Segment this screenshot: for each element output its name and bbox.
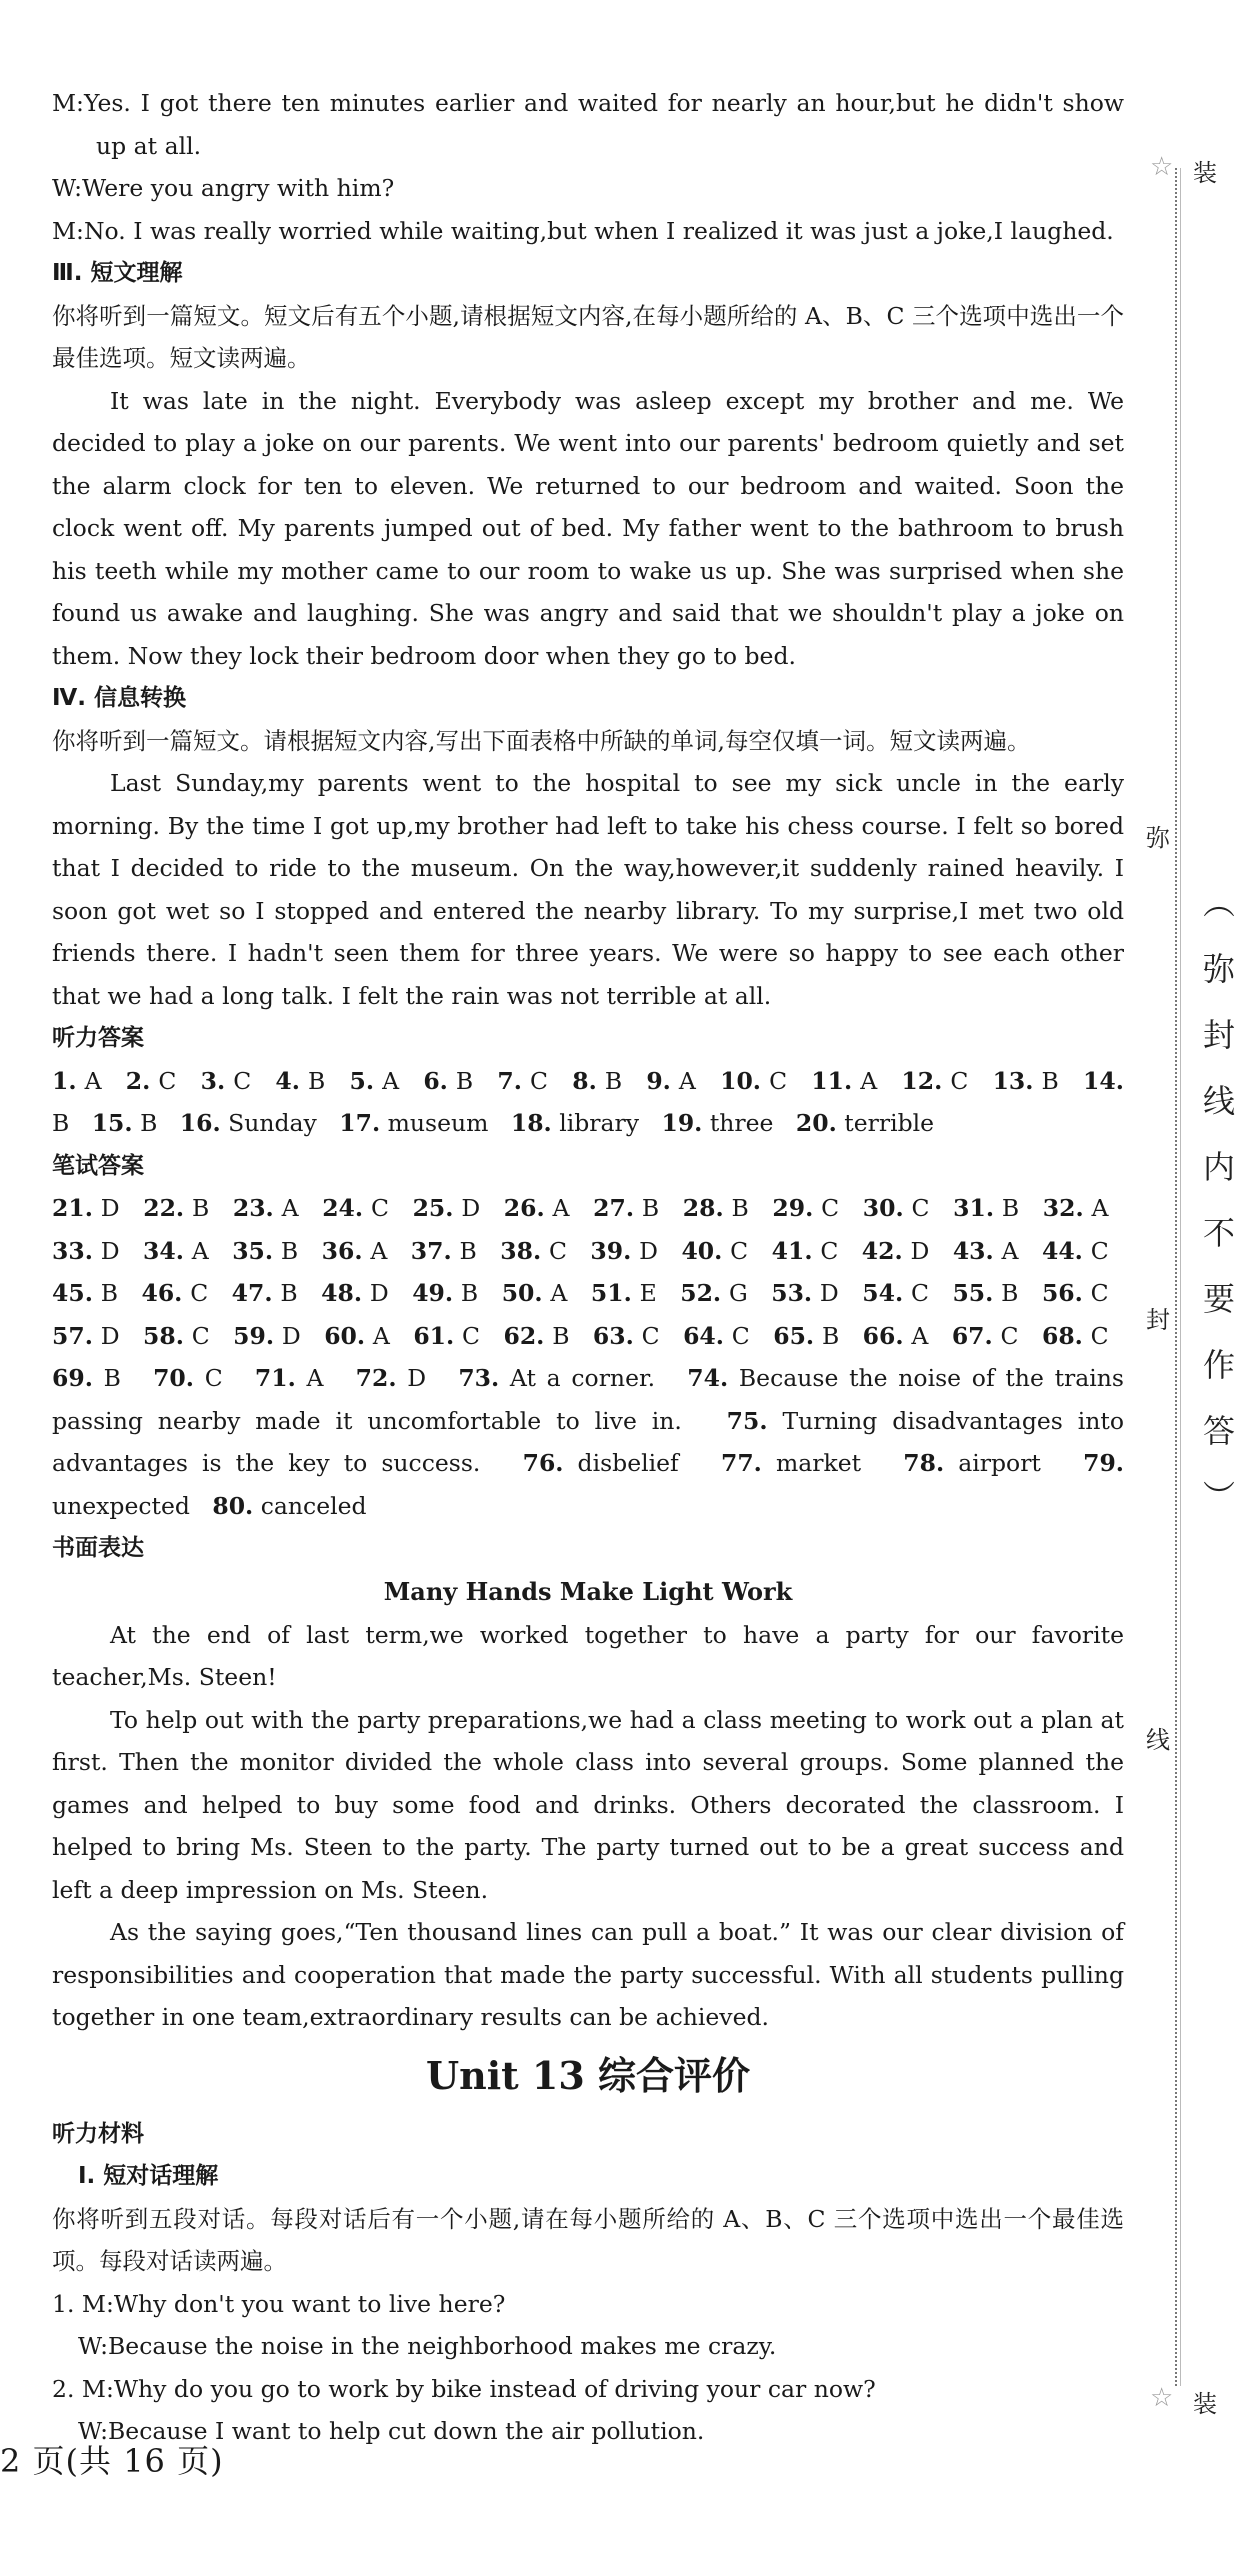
answer-value: A (295, 1364, 324, 1392)
answer-item (232, 1279, 298, 1307)
answer-number: 29. (772, 1194, 814, 1222)
answer-item (324, 1322, 390, 1350)
answer-item (952, 1279, 1018, 1307)
answer-item (503, 1322, 569, 1350)
answer-number: 21. (52, 1194, 93, 1222)
answer-number: 55. (952, 1279, 994, 1307)
dialog-line: 1. M:Why don't you want to live here? (52, 2289, 506, 2318)
answer-item (233, 1322, 301, 1350)
answer-item (646, 1067, 696, 1095)
answer-number: 59. (233, 1321, 275, 1350)
answer-item (772, 1194, 839, 1222)
section-heading: Ⅳ. 信息转换 (52, 685, 187, 711)
answer-number: 40. (681, 1236, 723, 1265)
answer-value: C (942, 1066, 969, 1095)
answer-value: C (541, 1236, 567, 1265)
answer-number: 7. (497, 1066, 522, 1095)
answer-number: 2. (125, 1066, 151, 1095)
seal-notice-char: ︵ (1203, 884, 1236, 922)
answer-value: C (225, 1066, 252, 1095)
answer-value: C (722, 1236, 749, 1265)
binding-mark: 装 (1193, 159, 1217, 187)
answer-number: 37. (410, 1236, 452, 1265)
answers-heading: 笔试答案 (52, 1152, 144, 1179)
answer-item (322, 1237, 388, 1265)
answer-item (52, 1279, 118, 1307)
answer-number: 43. (952, 1236, 994, 1265)
answer-value: three (702, 1109, 774, 1137)
section-heading: 书面表达 (52, 1535, 144, 1561)
answer-item (412, 1279, 478, 1307)
seal-notice (1203, 870, 1235, 1530)
answer-number: 70. (153, 1364, 194, 1392)
answer-item (212, 1492, 366, 1520)
answer-item (500, 1237, 567, 1265)
seal-notice-char: 线 (1203, 1082, 1236, 1120)
answer-number: 53. (771, 1279, 813, 1307)
answer-value: C (183, 1321, 210, 1350)
answer-number: 35. (232, 1236, 274, 1265)
answer-item (52, 1067, 102, 1095)
answer-item (497, 1067, 548, 1095)
answer-number: 32. (1042, 1194, 1084, 1222)
answer-item (255, 1364, 324, 1392)
answer-item (863, 1322, 929, 1350)
answer-value: C (193, 1364, 223, 1392)
answer-number: 78. (903, 1449, 945, 1477)
answer-value: D (92, 1236, 120, 1265)
answer-item (458, 1364, 655, 1392)
answer-item (903, 1449, 1041, 1477)
star-icon: ☆ (1150, 152, 1174, 182)
answer-value: A (542, 1279, 568, 1307)
answer-number: 75. (726, 1406, 768, 1435)
answer-value: A (670, 1066, 696, 1095)
essay-title: Many Hands Make Light Work (383, 1576, 793, 1606)
answer-item (413, 1194, 481, 1222)
answer-number: 48. (321, 1279, 363, 1307)
answer-value: C (182, 1279, 209, 1307)
answer-value: E (631, 1279, 657, 1307)
binding-line (1180, 168, 1181, 2386)
answer-item (773, 1322, 839, 1350)
answer-item (953, 1237, 1019, 1265)
answer-value: airport (944, 1449, 1041, 1477)
section-heading: 听力材料 (52, 2120, 144, 2147)
answer-value: A (183, 1236, 209, 1265)
answer-number: 18. (510, 1109, 552, 1137)
answer-item (511, 1109, 639, 1137)
binding-mark: 线 (1146, 1726, 1170, 1754)
answer-number: 74. (687, 1364, 729, 1392)
answer-value: C (1082, 1279, 1109, 1307)
answer-number: 72. (355, 1364, 397, 1392)
answer-item (593, 1194, 659, 1222)
seal-notice-char: 要 (1203, 1280, 1236, 1318)
answer-item (350, 1067, 400, 1095)
seal-notice-char: ︶ (1203, 1478, 1236, 1516)
answer-number: 51. (590, 1279, 632, 1307)
answer-value: C (454, 1321, 481, 1350)
answer-value: D (902, 1236, 930, 1265)
answer-number: 14. (1083, 1066, 1124, 1095)
answer-number: 71. (254, 1364, 296, 1392)
answer-item (1042, 1279, 1109, 1307)
answer-number: 5. (349, 1066, 375, 1095)
answer-value: A (273, 1194, 299, 1222)
answer-item (593, 1322, 660, 1350)
binding-mark: 装 (1193, 2390, 1217, 2418)
answer-value: A (374, 1066, 400, 1095)
answer-item (92, 1109, 158, 1137)
answer-item (52, 1322, 120, 1350)
answer-value: D (631, 1236, 658, 1265)
section-instruction: 你将听到一篇短文。请根据短文内容,写出下面表格中所缺的单词,每空仅填一词。短文读两遍。 (52, 726, 1031, 755)
answer-number: 12. (901, 1066, 943, 1095)
answer-item (504, 1194, 570, 1222)
answer-number: 3. (200, 1066, 226, 1095)
answer-item (143, 1237, 209, 1265)
section-heading: Ⅰ. 短对话理解 (78, 2163, 219, 2189)
answer-item (572, 1067, 622, 1095)
answer-value: C (150, 1066, 177, 1095)
answer-number: 44. (1041, 1236, 1083, 1265)
answer-value: D (92, 1194, 120, 1222)
answer-value: B (814, 1321, 840, 1350)
dialog-line: W:Because I want to help cut down the air pollution. (78, 2417, 705, 2445)
answer-value: B (451, 1236, 477, 1265)
binding-mark: 弥 (1146, 824, 1170, 852)
answer-value: B (544, 1321, 570, 1350)
binding-dotted-line (1175, 168, 1177, 2386)
answer-item (126, 1067, 177, 1095)
answer-number: 47. (231, 1279, 273, 1307)
answer-value: C (992, 1321, 1019, 1350)
answer-value: B (453, 1279, 479, 1307)
answer-value: terrible (836, 1109, 935, 1137)
answer-item (322, 1194, 389, 1222)
answer-number: 22. (143, 1194, 185, 1222)
answer-number: 30. (862, 1194, 904, 1222)
dialog-line: 2. M:Why do you go to work by bike instead of driving your car now? (52, 2374, 876, 2403)
seal-notice-char: 内 (1203, 1148, 1236, 1186)
answer-item (413, 1322, 480, 1350)
answer-number: 80. (212, 1491, 254, 1520)
star-icon: ☆ (1150, 2383, 1174, 2413)
dialog-line: W:Because the noise in the neighborhood makes me crazy. (78, 2332, 777, 2360)
answer-number: 19. (661, 1109, 703, 1137)
answer-item (233, 1194, 299, 1222)
answer-number: 57. (52, 1321, 93, 1350)
answer-number: 6. (423, 1066, 448, 1095)
answer-value: A (544, 1194, 570, 1222)
answer-item (683, 1194, 749, 1222)
answer-number: 49. (412, 1279, 454, 1307)
answer-number: 39. (590, 1236, 632, 1265)
answer-item (591, 1279, 657, 1307)
answer-item (590, 1237, 658, 1265)
seal-notice-char: 作 (1203, 1346, 1236, 1384)
answer-item (232, 1237, 298, 1265)
answer-item (681, 1237, 748, 1265)
answer-item (680, 1279, 748, 1307)
answer-value: B (184, 1194, 210, 1222)
answer-item (811, 1067, 877, 1095)
dialog-line: M:Yes. I got there ten minutes earlier and waited for nearly an hour,but he didn't show up at all. (52, 89, 1124, 160)
answer-value: B (299, 1066, 326, 1095)
answer-number: 24. (322, 1194, 364, 1222)
answer-item (153, 1364, 223, 1392)
answer-value: C (363, 1194, 389, 1222)
answer-item (1042, 1237, 1109, 1265)
answer-value: B (273, 1236, 299, 1265)
answer-number: 33. (52, 1236, 93, 1265)
answer-number: 16. (179, 1109, 221, 1137)
answer-number: 56. (1041, 1279, 1083, 1307)
passage: Last Sunday,my parents went to the hospital to see my sick uncle in the early morning. By the time I got up,my brother had left to take his chess course. I felt so bored that I decided to ride to the museum. On the way,however,it suddenly rained heavily. I soon got wet so I stopped and entered the nearby library. To my surprise,I met two old friends there. I hadn't seen them for three years. We were so happy to see each other that we had a long talk. I felt the rain was not terrible at all. (52, 769, 1124, 1010)
answer-number: 64. (683, 1321, 724, 1350)
binding-mark: 封 (1146, 1306, 1170, 1334)
answer-value: A (1083, 1194, 1109, 1222)
answer-number: 1. (52, 1066, 77, 1095)
answer-value: C (903, 1279, 929, 1307)
answer-number: 10. (720, 1066, 761, 1095)
section-instruction: 你将听到一篇短文。短文后有五个小题,请根据短文内容,在每小题所给的 A、B、C 三个选项中选出一个最佳选项。短文读两遍。 (52, 301, 1124, 372)
answers-heading: 听力答案 (52, 1025, 144, 1051)
answer-value: A (993, 1236, 1019, 1265)
listening-answer-list (52, 1060, 1124, 1145)
answer-value: B (92, 1364, 121, 1392)
passage: It was late in the night. Everybody was asleep except my brother and me. We decided to play a joke on our parents. We went into our parents' bedroom quietly and set the alarm clock for ten to eleven. We returned to our bedroom and waited. Soon the clock went off. My parents jumped out of bed. My father went to the bathroom to brush his teeth while my mother came to our room to wake us up. She was surprised when she found us awake and laughing. She was angry and said that we shouldn't play a joke on them. Now they lock their bedroom door when they go to bed. (52, 386, 1124, 670)
answer-item (143, 1194, 209, 1222)
answer-item (356, 1364, 426, 1392)
seal-notice-char: 弥 (1203, 950, 1236, 988)
answer-item (423, 1067, 473, 1095)
answer-item (201, 1067, 252, 1095)
answer-item (339, 1109, 488, 1137)
answer-number: 4. (275, 1066, 300, 1095)
answer-value: C (521, 1066, 549, 1095)
written-answer-list (52, 1187, 1124, 1527)
answer-value: B (132, 1109, 158, 1137)
answer-number: 27. (593, 1194, 635, 1222)
essay-paragraph: To help out with the party preparations,we had a class meeting to work out a plan at first. Then the monitor divided the whole class into several groups. Some planned the games and helped to buy some food and drinks. Others decorated the classroom. I helped to bring Ms. Steen to the party. The party turned out to be a great success and left a deep impression on Ms. Steen. (52, 1705, 1124, 1904)
answer-item (52, 1194, 120, 1222)
answer-item (993, 1067, 1059, 1095)
answer-number: 67. (951, 1321, 993, 1350)
section-heading: Ⅲ. 短文理解 (52, 260, 183, 286)
answer-number: 8. (572, 1066, 597, 1095)
answer-item (52, 1237, 120, 1265)
answer-number: 31. (953, 1194, 995, 1222)
answer-number: 77. (720, 1449, 762, 1477)
answer-value: C (1082, 1236, 1109, 1265)
answer-number: 11. (811, 1066, 853, 1095)
answer-number: 15. (91, 1109, 133, 1137)
answer-number: 61. (413, 1321, 455, 1350)
answer-item (901, 1067, 968, 1095)
answer-number: 76. (522, 1449, 564, 1477)
answer-value: B (993, 1279, 1019, 1307)
answer-item (52, 1364, 121, 1392)
answer-number: 23. (232, 1194, 274, 1222)
answer-value: D (396, 1364, 427, 1392)
answer-value: A (362, 1236, 388, 1265)
seal-notice-char: 答 (1203, 1412, 1236, 1450)
answer-item (1043, 1194, 1109, 1222)
answer-value: D (92, 1321, 120, 1350)
answer-value: D (274, 1321, 301, 1350)
answer-item (523, 1449, 679, 1477)
answer-item (720, 1067, 787, 1095)
answer-number: 46. (141, 1279, 183, 1307)
answer-number: 45. (52, 1279, 93, 1307)
answer-item (143, 1322, 210, 1350)
answer-item (661, 1109, 773, 1137)
answer-item (275, 1067, 325, 1095)
answer-value: museum (380, 1109, 489, 1137)
answer-number: 25. (412, 1194, 454, 1222)
answer-number: 42. (861, 1236, 903, 1265)
answer-value: Because the noise of the trains passing nearby made it uncomfortable to live in. (52, 1364, 1124, 1435)
answer-value: B (723, 1194, 749, 1222)
dialog-line: W:Were you angry with him? (52, 174, 395, 202)
answer-number: 62. (503, 1321, 545, 1350)
answer-value: D (812, 1279, 839, 1307)
answer-number: 28. (682, 1194, 724, 1222)
answer-value: C (761, 1066, 788, 1095)
answer-value: canceled (253, 1491, 367, 1520)
answer-value: A (852, 1066, 878, 1095)
answer-value: C (1082, 1321, 1109, 1350)
answer-number: 54. (862, 1279, 904, 1307)
answer-value: C (723, 1321, 750, 1350)
answer-value: B (447, 1066, 474, 1095)
answer-value: library (551, 1109, 640, 1137)
answer-number: 36. (321, 1236, 363, 1265)
essay-paragraph: As the saying goes,“Ten thousand lines can pull a boat.” It was our clear division of responsibilities and cooperation that made the party successful. With all students pulling together in one team,extraordinary results can be achieved. (52, 1918, 1124, 2031)
page-content (52, 82, 1124, 2453)
answer-number: 20. (795, 1109, 837, 1137)
answer-number: 63. (592, 1321, 634, 1350)
page-footer: 2 页(共 16 页) (0, 2442, 224, 2480)
answer-number: 73. (458, 1364, 500, 1392)
answer-number: 69. (52, 1364, 93, 1392)
answer-value: B (52, 1109, 70, 1137)
answer-item (321, 1279, 389, 1307)
seal-notice-char: 不 (1203, 1214, 1236, 1252)
answer-number: 52. (680, 1279, 722, 1307)
answer-item (796, 1109, 934, 1137)
answer-item (141, 1279, 208, 1307)
answer-item (772, 1237, 839, 1265)
answer-item (180, 1109, 317, 1137)
answer-value: C (903, 1194, 930, 1222)
essay-paragraph: At the end of last term,we worked together to have a party for our favorite teacher,Ms. Steen! (52, 1620, 1124, 1691)
answer-number: 26. (503, 1194, 545, 1222)
answer-item (502, 1279, 568, 1307)
answer-value: B (272, 1279, 298, 1307)
answer-value: B (92, 1279, 118, 1307)
answer-number: 41. (771, 1236, 813, 1265)
answer-item (953, 1194, 1019, 1222)
answer-value: B (596, 1066, 623, 1095)
answer-number: 38. (500, 1236, 542, 1265)
answer-item (862, 1279, 929, 1307)
answer-item (862, 1237, 930, 1265)
answer-value: market (761, 1449, 862, 1477)
answer-item (1042, 1322, 1109, 1350)
answer-number: 66. (862, 1321, 904, 1350)
answer-value: G (721, 1279, 748, 1307)
dialog-line: M:No. I was really worried while waiting,but when I realized it was just a joke,I laughed. (52, 216, 1114, 245)
answer-value: A (365, 1321, 390, 1350)
answer-value: At a corner. (499, 1364, 656, 1392)
answer-number: 60. (324, 1321, 366, 1350)
answer-value: Sunday (220, 1109, 317, 1137)
answer-value: D (362, 1279, 389, 1307)
seal-notice-char: 封 (1203, 1016, 1236, 1054)
answer-value: B (994, 1194, 1020, 1222)
answer-value: C (813, 1194, 840, 1222)
answer-value: B (634, 1194, 660, 1222)
answer-number: 58. (143, 1321, 184, 1350)
answer-item (683, 1322, 750, 1350)
section-instruction: 你将听到五段对话。每段对话后有一个小题,请在每小题所给的 A、B、C 三个选项中选出一个最佳选项。每段对话读两遍。 (52, 2204, 1124, 2275)
answer-item (771, 1279, 839, 1307)
answer-number: 65. (773, 1321, 815, 1350)
answer-number: 9. (646, 1066, 671, 1095)
answer-value: disbelief (563, 1449, 679, 1477)
answer-value: A (903, 1321, 929, 1350)
answer-value: unexpected (52, 1491, 190, 1520)
answer-number: 13. (992, 1066, 1034, 1095)
answer-item (952, 1322, 1019, 1350)
answer-value: Turning disadvantages into advantages is the key to success. (52, 1406, 1124, 1477)
answer-item (863, 1194, 930, 1222)
answer-number: 17. (339, 1109, 381, 1137)
answer-value: D (453, 1194, 481, 1222)
answer-value: A (76, 1066, 102, 1095)
answer-number: 34. (143, 1236, 184, 1265)
answer-value: B (1033, 1066, 1059, 1095)
answer-number: 50. (501, 1279, 543, 1307)
answer-value: C (812, 1236, 839, 1265)
answer-number: 79. (1083, 1449, 1124, 1477)
unit-title: Unit 13 综合评价 (425, 2052, 751, 2098)
answer-value: C (633, 1321, 660, 1350)
answer-item (411, 1237, 477, 1265)
answer-item (721, 1449, 861, 1477)
answer-number: 68. (1041, 1321, 1083, 1350)
